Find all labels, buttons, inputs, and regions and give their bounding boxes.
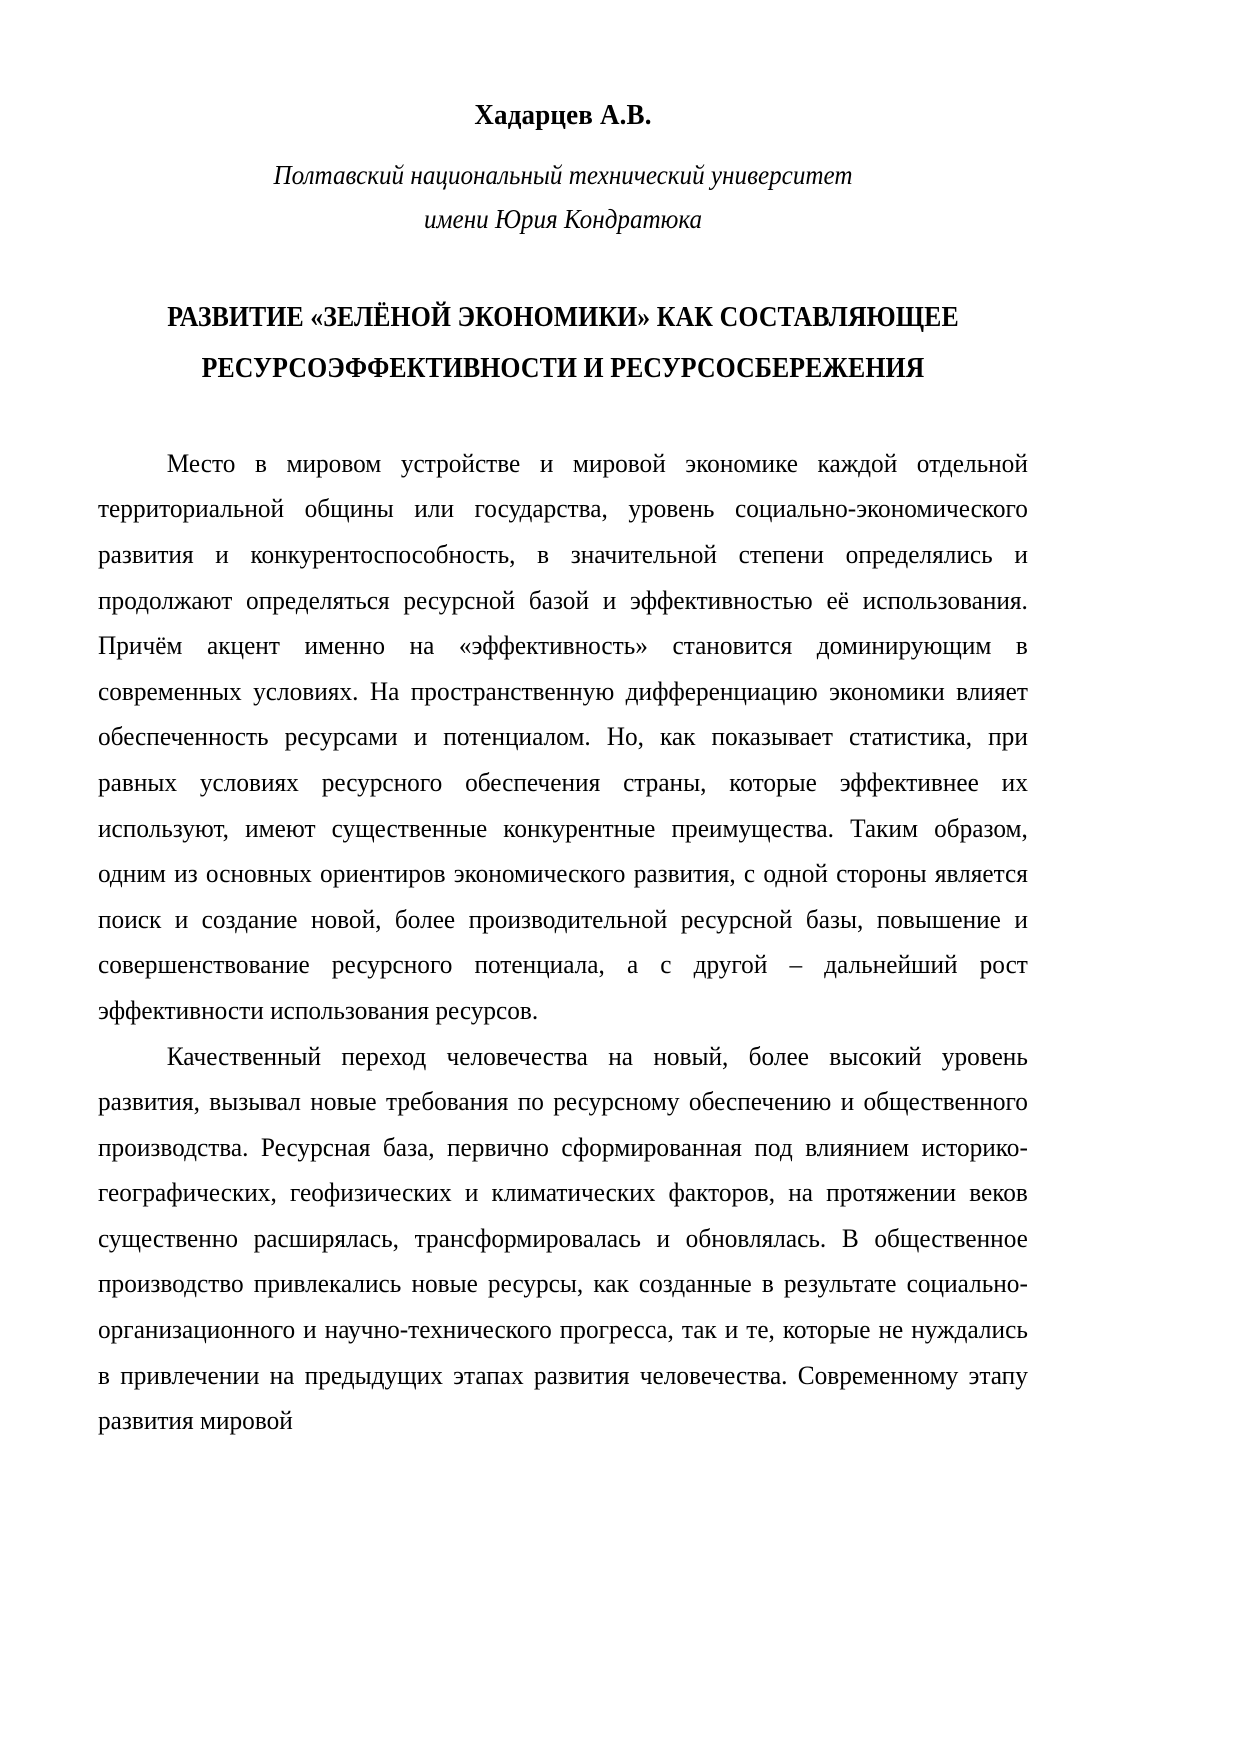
affiliation-block [131, 154, 996, 241]
page-content [98, 0, 1028, 1444]
paragraph: Место в мировом устройстве и мировой экономике каждой отдельной территориальной общины или государства, уровень социально-экономического развития и конкурентоспособность, в значительной степени определялись и продолжают определяться ресурсной базой и эффективностью её использования. Причём акцент именно на «эффективность» становится доминирующим в современных условиях. На пространственную дифференциацию экономики влияет обеспеченность ресурсами и потенциалом. Но, как показывает статистика, при равных условиях ресурсного обеспечения страны, которые эффективнее их используют, имеют существенные конкурентные преимущества. Таким образом, одним из основных ориентиров экономического развития, с одной стороны является поиск и создание новой, более производительной ресурсной базы, повышение и совершенствование ресурсного потенциала, а с другой – дальнейший рост эффективности использования ресурсов. [98, 447, 1028, 1025]
affiliation-line-2: имени Юрия Кондратюка [423, 203, 703, 234]
page-title-line-1: РАЗВИТИЕ «ЗЕЛЁНОЙ ЭКОНОМИКИ» КАК СОСТАВЛЯЮЩЕЕ [167, 302, 959, 334]
paragraph: Качественный переход человечества на новый, более высокий уровень развития, вызывал новые требования по ресурсному обеспечению и общественного производства. Ресурсная база, первично сформированная под влиянием историко-географических, геофизических и климатических факторов, на протяжении веков существенно расширялась, трансформировалась и обновлялась. В общественное производство привлекались новые ресурсы, как созданные в результате социально-организационного и научно-технического прогресса, так и те, которые не нуждались в привлечении на предыдущих этапах развития человечества. Современному этапу развития мировой [98, 1040, 1028, 1436]
author-name: Хадарцев А.В. [474, 99, 652, 131]
page-title-line-2: РЕСУРСОЭФФЕКТИВНОСТИ И РЕСУРСОСБЕРЕЖЕНИЯ [201, 353, 925, 385]
page-title [142, 293, 984, 394]
affiliation-line-1: Полтавский национальный технический университет [273, 159, 853, 190]
body-text [98, 441, 1028, 1444]
